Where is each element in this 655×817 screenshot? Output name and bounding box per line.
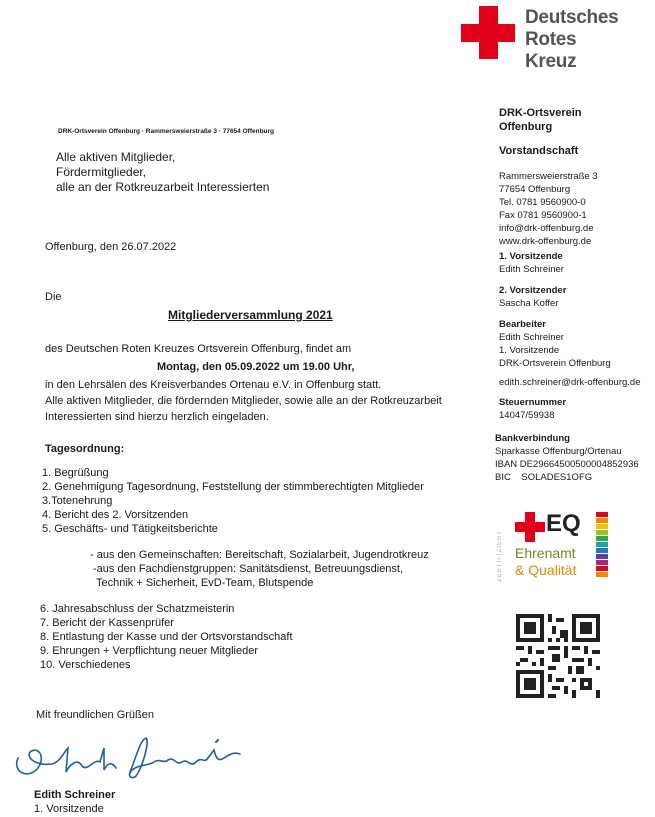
red-cross-bar: [461, 24, 515, 42]
agenda-item: 4. Bericht des 2. Vorsitzenden: [42, 509, 189, 521]
address-line: www.drk-offenburg.de: [499, 236, 592, 247]
agenda-list-a: [42, 466, 424, 536]
logo-line-2: Rotes: [525, 29, 577, 50]
chair2-label: 2. Vorsitzender: [499, 285, 567, 296]
agenda-list-b: [40, 602, 293, 672]
closing: Mit freundlichen Grüßen: [36, 709, 154, 721]
sidebar-section: Vorstandschaft: [499, 145, 579, 157]
meeting-date: Montag, den 05.09.2022 um 19.00 Uhr,: [157, 361, 355, 373]
badge-line-2: & Qualität: [515, 562, 577, 578]
agenda-item: 7. Bericht der Kassenprüfer: [40, 617, 174, 629]
agenda-item: 9. Ehrungen + Verpflichtung neuer Mitglieder: [40, 645, 259, 657]
chair2-name: Sascha Koffer: [499, 298, 559, 309]
agenda-item: 1. Begrüßung: [42, 467, 109, 479]
sidebar-tax: [499, 396, 649, 422]
sidebar-address: [499, 170, 649, 248]
agenda-item: 8. Entlastung der Kasse und der Ortsvorstandschaft: [40, 631, 293, 643]
invite-line-2: Interessierten sind hierzu herzlich eingeladen.: [45, 411, 269, 423]
sidebar-email: edith.schreiner@drk-offenburg.de: [499, 377, 641, 388]
editor-line: 1. Vorsitzende: [499, 345, 560, 356]
chair1-name: Edith Schreiner: [499, 264, 564, 275]
sidebar-bank: [495, 432, 645, 484]
agenda-sub-item: Technik + Sicherheit, EvD-Team, Blutspende: [96, 577, 314, 589]
address-line: Fax 0781 9560900-1: [499, 210, 587, 221]
badge-side-text: ZERTIFIZIERT: [497, 530, 503, 582]
recipient-line: alle an der Rotkreuzarbeit Interessierten: [56, 180, 270, 194]
handwritten-signature: [8, 728, 248, 788]
invite-line-1: Alle aktiven Mitglieder, die fördernden Mitglieder, sowie alle an der Rotkreuzarbeit: [45, 395, 442, 407]
badge-line-1: Ehrenamt: [515, 545, 576, 561]
address-line: Tel. 0781 9560900-0: [499, 197, 586, 208]
agenda-item: 3.Totenehrung: [42, 495, 113, 507]
sender-line: DRK-Ortsverein Offenburg · Rammersweierstraße 3 · 77654 Offenburg: [58, 128, 275, 135]
tax-value: 14047/59938: [499, 410, 555, 421]
document-title: Mitgliederversammlung 2021: [168, 308, 333, 322]
qr-code: [516, 614, 600, 698]
agenda-sub-item: -aus den Fachdienstgruppen: Sanitätsdienst, Betreuungsdienst,: [93, 563, 404, 575]
logo-line-1: Deutsches: [525, 7, 619, 28]
agenda-heading: Tagesordnung:: [45, 443, 125, 455]
address-line: Rammersweierstraße 3: [499, 171, 598, 182]
address-line: info@drk-offenburg.de: [499, 223, 594, 234]
signature-name: Edith Schreiner: [34, 789, 116, 801]
logo-text: [525, 7, 618, 73]
agenda-item: 5. Geschäfts- und Tätigkeitsberichte: [42, 523, 218, 535]
date-line: Offenburg, den 26.07.2022: [45, 241, 177, 253]
address-line: 77654 Offenburg: [499, 184, 571, 195]
sidebar-editor: [499, 318, 649, 370]
sidebar-org-line: DRK-Ortsverein: [499, 107, 582, 119]
chair1-label: 1. Vorsitzende: [499, 251, 563, 262]
bank-label: Bankverbindung: [495, 433, 570, 444]
editor-line: Edith Schreiner: [499, 332, 564, 343]
recipients: [56, 150, 269, 195]
tax-label: Steuernummer: [499, 397, 567, 408]
bank-line: IBAN DE29664500500004852936: [495, 459, 639, 470]
sidebar-org: [499, 106, 649, 134]
salutation: Die: [45, 291, 62, 303]
badge-cross-bar: [515, 522, 545, 532]
editor-label: Bearbeiter: [499, 319, 546, 330]
recipient-line: Fördermitglieder,: [56, 165, 147, 179]
editor-line: DRK-Ortsverein Offenburg: [499, 358, 611, 369]
sidebar-chair1: [499, 250, 649, 276]
sidebar-chair2: [499, 284, 649, 310]
signature-role: 1. Vorsitzende: [34, 803, 104, 815]
sidebar-org-line: Offenburg: [499, 121, 553, 133]
recipient-line: Alle aktiven Mitglieder,: [56, 150, 176, 164]
agenda-item: 2. Genehmigung Tagesordnung, Feststellung der stimmberechtigten Mitglieder: [42, 481, 424, 493]
agenda-sub-item: - aus den Gemeinschaften: Bereitschaft, Sozialarbeit, Jugendrotkreuz: [90, 549, 429, 561]
badge-eq: EQ: [546, 510, 581, 537]
location-text: in den Lehrsälen des Kreisverbandes Ortenau e.V. in Offenburg statt.: [45, 379, 382, 391]
bank-line: BIC SOLADES1OFG: [495, 472, 593, 483]
bank-line: Sparkasse Offenburg/Ortenau: [495, 446, 622, 457]
badge-color-bars: [596, 512, 608, 582]
agenda-item: 10. Verschiedenes: [40, 659, 131, 671]
intro-text: des Deutschen Roten Kreuzes Ortsverein Offenburg, findet am: [45, 343, 352, 355]
agenda-item: 6. Jahresabschluss der Schatzmeisterin: [40, 603, 235, 615]
logo-line-3: Kreuz: [525, 51, 577, 72]
